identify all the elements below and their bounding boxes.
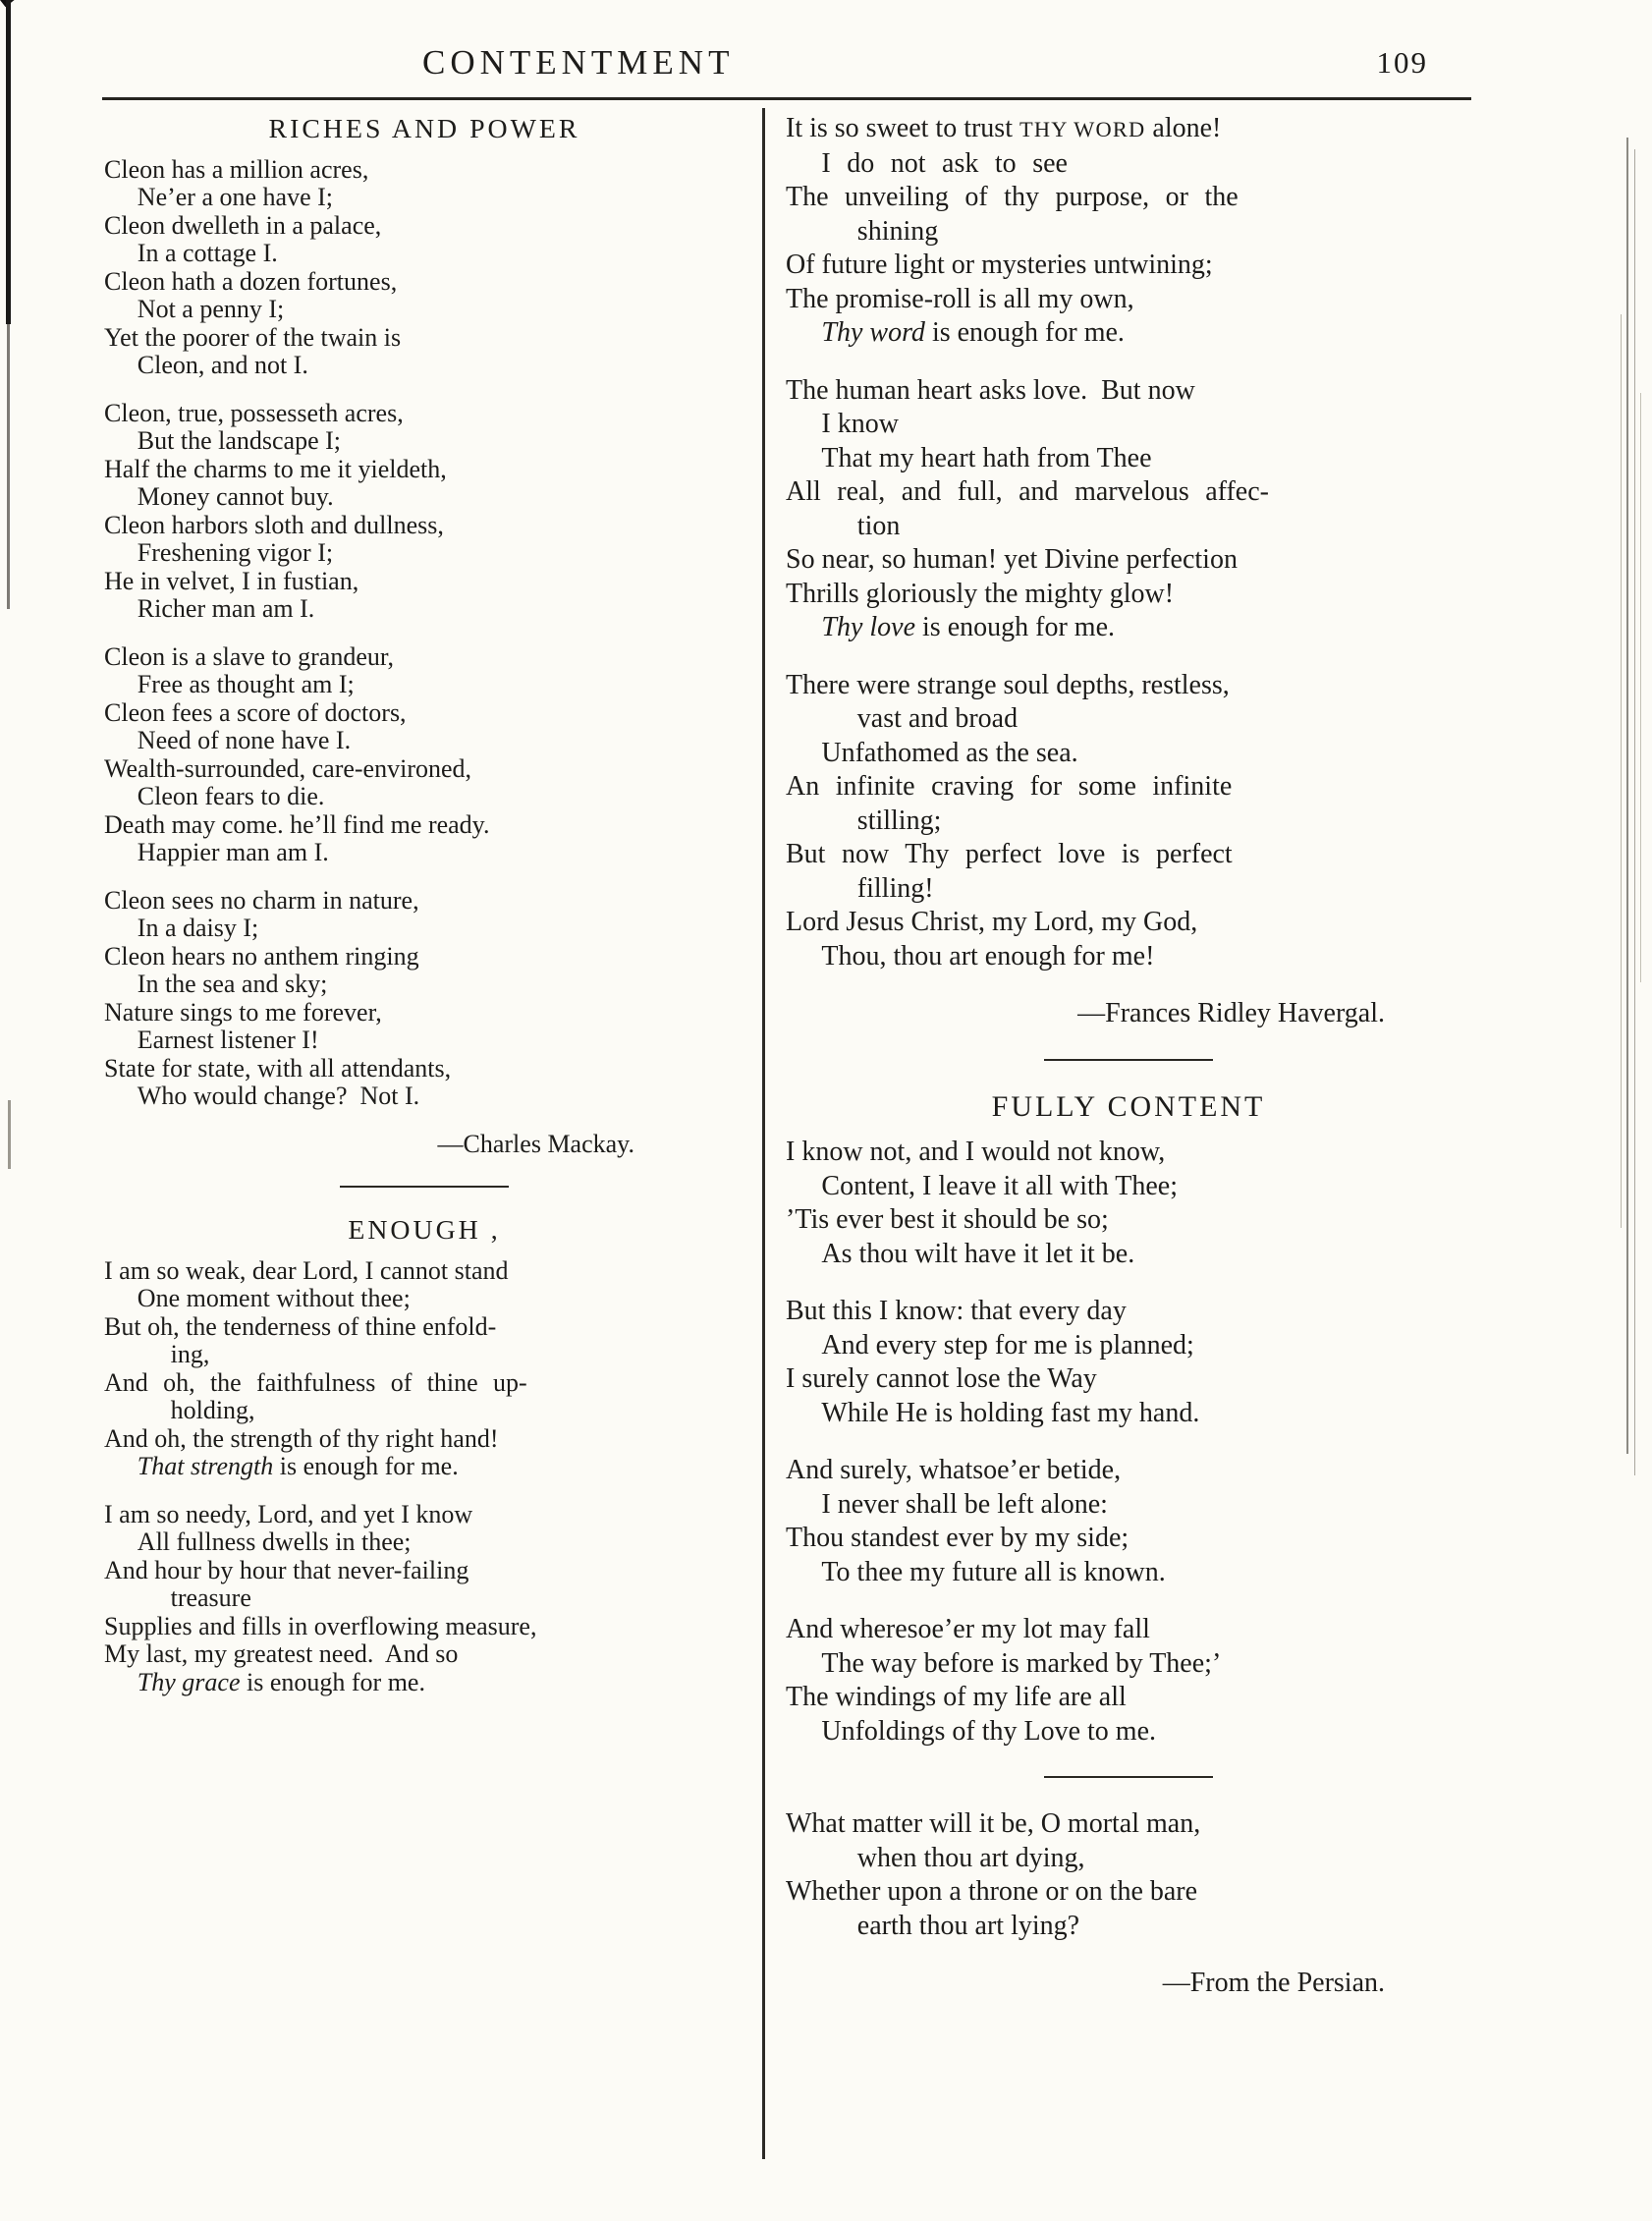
text-segment: Cleon sees no charm in nature,	[104, 885, 419, 915]
poem-line	[104, 595, 744, 624]
poem-line	[786, 838, 1471, 872]
poem-line	[104, 839, 744, 867]
poem-line	[104, 212, 744, 241]
text-segment: holding,	[170, 1396, 255, 1424]
right-column	[786, 112, 1471, 2159]
poem-line	[786, 181, 1471, 215]
text-segment: Thou, thou art enough for me!	[821, 940, 1155, 972]
text-segment: Unfoldings of thy Love to me.	[821, 1715, 1157, 1747]
scan-artifact	[1626, 138, 1628, 1454]
column-divider-rule	[762, 108, 765, 2159]
poem-line	[786, 1522, 1471, 1556]
text-segment: alone!	[1145, 113, 1222, 143]
poem-line	[104, 512, 744, 540]
poem-line	[786, 1807, 1471, 1842]
poem-line	[786, 1238, 1471, 1272]
poem-line	[786, 215, 1471, 250]
text-segment: But now Thy perfect love is perfect	[786, 839, 1233, 869]
text-segment: Thrills gloriously the mighty glow!	[786, 578, 1175, 609]
text-segment: And surely, whatsoe’er betide,	[786, 1455, 1122, 1485]
text-segment: To thee my future all is known.	[821, 1556, 1166, 1587]
text-segment: Thou standest ever by my side;	[786, 1523, 1129, 1553]
poem-line	[786, 1170, 1471, 1204]
attribution: —Charles Mackay.	[437, 1129, 634, 1158]
text-segment: I am so needy, Lord, and yet I know	[104, 1499, 473, 1528]
text-segment: So near, so human! yet Divine perfection	[786, 544, 1238, 575]
text-segment: And oh, the strength of thy right hand!	[104, 1423, 499, 1453]
text-segment: An infinite craving for some infinite	[786, 771, 1233, 802]
poem-line	[786, 543, 1471, 578]
text-segment: I never shall be left alone:	[821, 1488, 1108, 1520]
poem-line	[786, 1715, 1471, 1749]
text-segment: is enough for me.	[273, 1452, 459, 1480]
text-segment: State for state, with all attendants,	[104, 1053, 452, 1083]
text-segment: Freshening vigor I;	[137, 538, 334, 567]
poem-line	[786, 578, 1471, 612]
poem-line	[104, 727, 744, 755]
poem-line	[104, 352, 744, 380]
scan-artifact	[1621, 314, 1622, 1228]
poem-line	[786, 1329, 1471, 1363]
poem-line	[104, 324, 744, 353]
text-segment: Of future light or mysteries untwining;	[786, 250, 1213, 280]
text-segment: In a daisy I;	[137, 914, 259, 942]
text-segment: Money cannot buy.	[137, 482, 334, 511]
text-segment: Cleon dwelleth in a palace,	[104, 210, 382, 240]
section-divider	[1044, 1776, 1213, 1778]
text-segment: All fullness dwells in thee;	[137, 1527, 412, 1556]
poem-line	[786, 1910, 1471, 1944]
poem-line	[786, 1613, 1471, 1647]
text-segment: I know not, and I would not know,	[786, 1137, 1166, 1167]
text-segment: In a cottage I.	[137, 239, 278, 267]
section-divider	[1044, 1059, 1213, 1061]
poem-line	[786, 702, 1471, 737]
poem-line	[104, 1397, 744, 1425]
poem-line	[104, 643, 744, 672]
poem-line	[786, 316, 1471, 351]
poem-line	[786, 475, 1471, 510]
stanza	[104, 400, 744, 624]
text-segment: Wealth-surrounded, care-environed,	[104, 753, 472, 783]
poem	[786, 1090, 1471, 1749]
poem-line	[104, 1313, 744, 1342]
poem-line	[104, 1027, 744, 1055]
poem-line	[104, 1669, 744, 1697]
poem-line	[104, 268, 744, 297]
text-segment: It is so sweet to trust	[786, 113, 1019, 143]
poem-line	[786, 1136, 1471, 1170]
text-segment: is enough for me.	[915, 612, 1115, 642]
text-segment: is enough for me.	[924, 317, 1125, 348]
italic-text: Thy grace	[137, 1667, 241, 1696]
text-segment: Cleon fees a score of doctors,	[104, 697, 407, 727]
stanza	[104, 887, 744, 1111]
poem-line	[786, 1842, 1471, 1876]
poem-line	[104, 1055, 744, 1083]
poem-line	[104, 156, 744, 185]
text-segment: Cleon fears to die.	[137, 782, 325, 810]
poem-line	[786, 1362, 1471, 1397]
poem-line	[104, 1584, 744, 1613]
poem-line	[104, 539, 744, 568]
poem-line	[104, 1257, 744, 1286]
stanza	[786, 1454, 1471, 1589]
poem-line	[104, 783, 744, 811]
poem-title: FULLY CONTENT	[991, 1089, 1266, 1123]
poem-line	[786, 374, 1471, 409]
text-segment: treasure	[170, 1583, 251, 1612]
text-segment: I surely cannot lose the Way	[786, 1363, 1097, 1394]
stanza	[786, 1613, 1471, 1749]
small-caps-text: THY WORD	[1019, 117, 1146, 141]
poem-title: RICHES AND POWER	[268, 114, 580, 144]
poem-line	[104, 999, 744, 1027]
poem-line	[104, 915, 744, 943]
text-segment: Cleon, true, possesseth acres,	[104, 398, 404, 427]
poem-line	[104, 1613, 744, 1641]
poem	[104, 116, 744, 1158]
stanza	[104, 156, 744, 380]
text-segment: Cleon has a million acres,	[104, 154, 369, 184]
text-segment: The human heart asks love. But now	[786, 374, 1195, 406]
poem-line	[786, 872, 1471, 907]
poem-line	[104, 1285, 744, 1313]
poem	[786, 1807, 1471, 2001]
attribution: —Frances Ridley Havergal.	[1077, 998, 1385, 1028]
text-segment: In the sea and sky;	[137, 970, 328, 998]
text-segment: Content, I leave it all with Thee;	[821, 1170, 1178, 1201]
poem-line	[104, 1453, 744, 1481]
scan-artifact	[1634, 149, 1635, 1475]
poem-line	[786, 805, 1471, 839]
running-head: CONTENTMENT	[422, 43, 735, 82]
text-segment: My last, my greatest need. And so	[104, 1639, 459, 1668]
poem-line	[104, 1369, 744, 1398]
text-segment: earth thou art lying?	[856, 1910, 1080, 1941]
stanza	[104, 1501, 744, 1697]
italic-text: That strength	[137, 1452, 274, 1480]
poem-line	[786, 1875, 1471, 1910]
poem-line	[786, 112, 1471, 147]
poem-line	[786, 1556, 1471, 1590]
section-divider	[340, 1186, 509, 1188]
text-segment: Cleon hath a dozen fortunes,	[104, 266, 398, 296]
text-segment: Supplies and fills in overflowing measure,	[104, 1611, 537, 1640]
stanza	[786, 669, 1471, 974]
text-segment: And oh, the faithfulness of thine up-	[104, 1367, 527, 1397]
text-segment: And wheresoe’er my lot may fall	[786, 1614, 1150, 1644]
poem-line	[786, 1488, 1471, 1523]
poem-line	[786, 940, 1471, 974]
poem-line	[104, 887, 744, 916]
text-segment: Ne’er a one have I;	[137, 183, 334, 211]
text-segment: Lord Jesus Christ, my Lord, my God,	[786, 907, 1198, 937]
text-segment: Unfathomed as the sea.	[821, 737, 1078, 768]
poem-line	[104, 671, 744, 699]
poem-line	[104, 240, 744, 268]
text-segment: ing,	[170, 1340, 210, 1368]
poem	[104, 1217, 744, 1696]
text-segment: The unveiling of thy purpose, or the	[786, 182, 1239, 212]
text-segment: And hour by hour that never-failing	[104, 1555, 469, 1584]
stanza	[786, 1807, 1471, 1943]
poem-line	[104, 1083, 744, 1111]
poem-line	[786, 408, 1471, 442]
poem-line	[104, 1640, 744, 1669]
poem-line	[786, 442, 1471, 476]
poem-line	[786, 1647, 1471, 1682]
scan-artifact	[8, 1100, 11, 1169]
text-segment: stilling;	[856, 805, 942, 836]
text-segment: All real, and full, and marvelous affec-	[786, 476, 1269, 507]
stanza	[786, 112, 1471, 351]
stanza	[104, 1257, 744, 1481]
stanza	[786, 374, 1471, 645]
italic-text: Thy word	[821, 317, 925, 348]
scan-artifact	[0, 0, 28, 7]
poem-line	[786, 770, 1471, 805]
poem-line	[104, 1528, 744, 1557]
poem-line	[786, 283, 1471, 317]
poem-line	[104, 943, 744, 972]
text-segment: Cleon harbors sloth and dullness,	[104, 510, 444, 539]
poem-line	[786, 1295, 1471, 1329]
text-segment: vast and broad	[856, 703, 1019, 734]
text-segment: is enough for me.	[240, 1667, 425, 1696]
poem-line	[786, 669, 1471, 703]
poem-line	[786, 1454, 1471, 1488]
poem-line	[104, 184, 744, 212]
text-segment: when thou art dying,	[856, 1842, 1085, 1873]
text-segment: Free as thought am I;	[137, 670, 355, 698]
text-segment: As thou wilt have it let it be.	[821, 1238, 1135, 1269]
poem-title: ENOUGH ,	[348, 1215, 501, 1246]
scan-artifact	[1640, 393, 1641, 982]
text-segment: The way before is marked by Thee;’	[821, 1647, 1222, 1679]
text-segment: Cleon is a slave to grandeur,	[104, 641, 394, 671]
poem-line	[786, 147, 1471, 182]
poem-line	[104, 1557, 744, 1585]
poem-line	[104, 1341, 744, 1369]
text-segment: I know	[821, 409, 899, 439]
poem-line	[786, 906, 1471, 940]
poem-line	[104, 755, 744, 784]
poem	[786, 112, 1471, 1031]
poem-line	[104, 971, 744, 999]
text-segment: I do not ask to see	[821, 147, 1068, 179]
poem-line	[104, 456, 744, 484]
text-segment: What matter will it be, O mortal man,	[786, 1808, 1201, 1839]
text-segment: Cleon hears no anthem ringing	[104, 941, 419, 971]
text-segment: The promise-roll is all my own,	[786, 283, 1134, 314]
stanza	[786, 1136, 1471, 1271]
text-segment: Death may come. he’ll find me ready.	[104, 809, 490, 839]
poem-line	[104, 1425, 744, 1454]
poem-line	[104, 699, 744, 728]
text-segment: Not a penny I;	[137, 295, 285, 323]
text-segment: The windings of my life are all	[786, 1682, 1127, 1712]
poem-line	[104, 400, 744, 428]
text-segment: Who would change? Not I.	[137, 1082, 420, 1110]
text-segment: One moment without thee;	[137, 1284, 411, 1312]
poem-line	[786, 1397, 1471, 1431]
page-number: 109	[1376, 45, 1428, 80]
stanza	[786, 1295, 1471, 1430]
poem-line	[786, 1681, 1471, 1715]
text-segment: There were strange soul depths, restless,	[786, 669, 1230, 700]
poem-line	[104, 568, 744, 596]
scan-artifact	[7, 324, 10, 609]
page-header	[0, 43, 1652, 90]
text-segment: ’Tis ever best it should be so;	[786, 1204, 1109, 1235]
text-segment: shining	[856, 215, 939, 247]
text-segment: But oh, the tenderness of thine enfold-	[104, 1311, 497, 1341]
text-segment: He in velvet, I in fustian,	[104, 566, 359, 595]
text-segment: filling!	[856, 872, 934, 904]
poem-line	[104, 811, 744, 840]
text-segment: Cleon, and not I.	[137, 351, 308, 379]
text-segment: Need of none have I.	[137, 726, 352, 754]
stanza	[104, 643, 744, 867]
italic-text: Thy love	[821, 612, 916, 642]
poem-line	[104, 483, 744, 512]
text-columns	[104, 112, 1471, 2159]
text-segment: tion	[856, 510, 901, 541]
poem-line	[786, 510, 1471, 544]
attribution: —From the Persian.	[1162, 1968, 1385, 1998]
text-segment: Yet the poorer of the twain is	[104, 322, 402, 352]
poem-line	[104, 1501, 744, 1529]
poem-line	[104, 427, 744, 456]
poem-line	[786, 737, 1471, 771]
poem-line	[786, 249, 1471, 283]
text-segment: But this I know: that every day	[786, 1296, 1127, 1326]
text-segment: Half the charms to me it yieldeth,	[104, 454, 447, 483]
text-segment: Richer man am I.	[137, 594, 315, 623]
text-segment: Earnest listener I!	[137, 1026, 319, 1054]
header-rule	[102, 97, 1471, 100]
text-segment: But the landscape I;	[137, 426, 342, 455]
text-segment: That my heart hath from Thee	[821, 442, 1152, 473]
text-segment: Whether upon a throne or on the bare	[786, 1876, 1198, 1907]
text-segment: Nature sings to me forever,	[104, 997, 382, 1027]
left-column	[104, 112, 744, 2159]
poem-line	[104, 296, 744, 324]
text-segment: And every step for me is planned;	[821, 1329, 1194, 1360]
text-segment: While He is holding fast my hand.	[821, 1397, 1200, 1428]
poem-line	[786, 611, 1471, 645]
text-segment: I am so weak, dear Lord, I cannot stand	[104, 1255, 509, 1285]
poem-line	[786, 1203, 1471, 1238]
text-segment: Happier man am I.	[137, 838, 329, 866]
